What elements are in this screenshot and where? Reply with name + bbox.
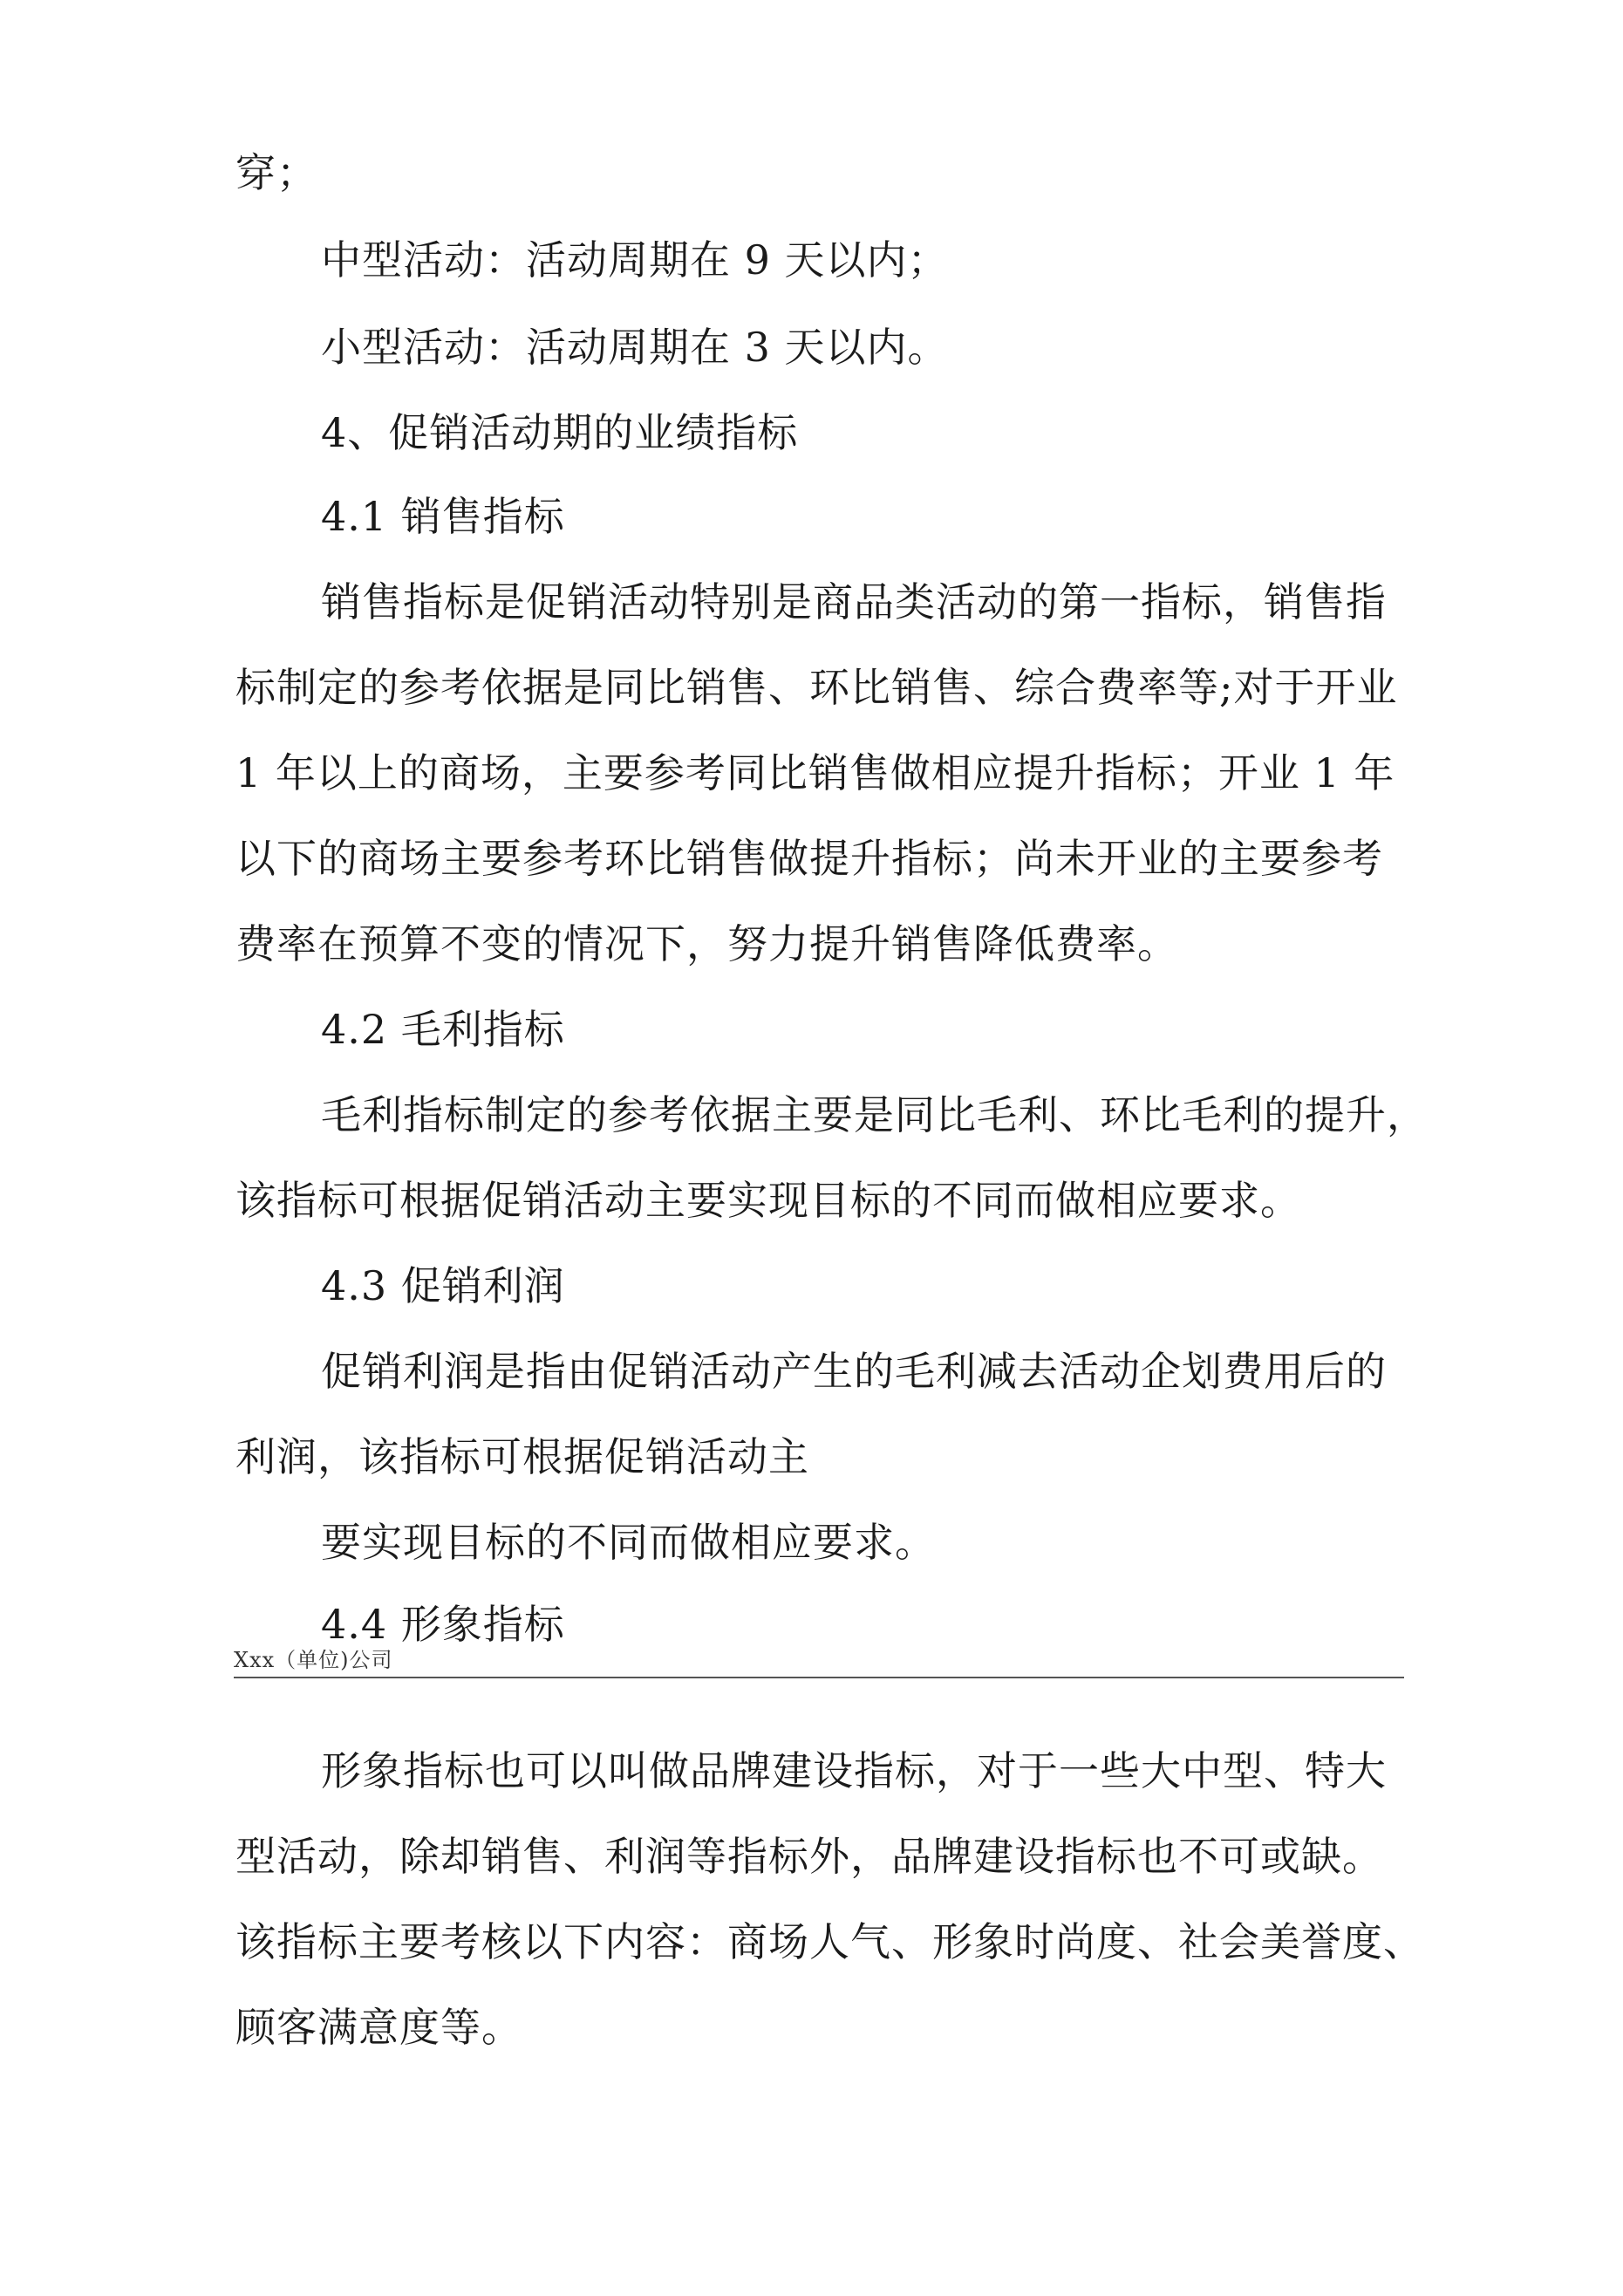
paragraph-4-3-line-1: 促销利润是指由促销活动产生的毛利减去活动企划费用后的 (321, 1348, 1387, 1395)
paragraph-4-4-line-1: 形象指标也可以叫做品牌建设指标，对于一些大中型、特大 (321, 1747, 1387, 1794)
paragraph-4-1-line-2: 标制定的参考依据是同比销售、环比销售、综合费率等;对于开业 (235, 664, 1398, 711)
paragraph-4-1-line-5: 费率在预算不变的情况下，努力提升销售降低费率。 (235, 920, 1178, 967)
paragraph-4-3-line-2: 利润，该指标可根据促销活动主 (235, 1433, 809, 1480)
subheading-4-1: 4.1 销售指标 (321, 493, 565, 540)
footer-divider (234, 1677, 1404, 1678)
subheading-4-2: 4.2 毛利指标 (321, 1006, 565, 1053)
section-heading-4: 4、促销活动期的业绩指标 (321, 409, 799, 456)
paragraph-4-4-line-4: 顾客满意度等。 (235, 2004, 522, 2051)
small-activity-line: 小型活动：活动周期在 3 天以内。 (321, 324, 949, 371)
medium-activity-line: 中型活动：活动周期在 9 天以内； (321, 236, 949, 284)
paragraph-4-2-line-2: 该指标可根据促销活动主要实现目标的不同而做相应要求。 (235, 1177, 1301, 1224)
paragraph-4-3-line-3: 要实现目标的不同而做相应要求。 (321, 1519, 936, 1566)
paragraph-4-2-line-1: 毛利指标制定的参考依据主要是同比毛利、环比毛利的提升， (321, 1091, 1428, 1138)
subheading-4-3: 4.3 促销利润 (321, 1262, 565, 1309)
paragraph-4-4-line-2: 型活动，除却销售、利润等指标外，品牌建设指标也不可或缺。 (235, 1833, 1383, 1880)
paragraph-4-1-line-1: 销售指标是促销活动特别是商品类活动的第一指标，销售指 (321, 578, 1387, 625)
paragraph-4-1-line-4: 以下的商场主要参考环比销售做提升指标；尚未开业的主要参考 (235, 835, 1383, 882)
continuation-line: 穿； (235, 149, 317, 196)
subheading-4-4: 4.4 形象指标 (321, 1601, 565, 1648)
paragraph-4-4-line-3: 该指标主要考核以下内容：商场人气、形象时尚度、社会美誉度、 (235, 1918, 1424, 1965)
footer-company-label: Xxx（单位)公司 (234, 1648, 393, 1672)
paragraph-4-1-line-3: 1 年以上的商场，主要参考同比销售做相应提升指标；开业 1 年 (235, 749, 1395, 796)
